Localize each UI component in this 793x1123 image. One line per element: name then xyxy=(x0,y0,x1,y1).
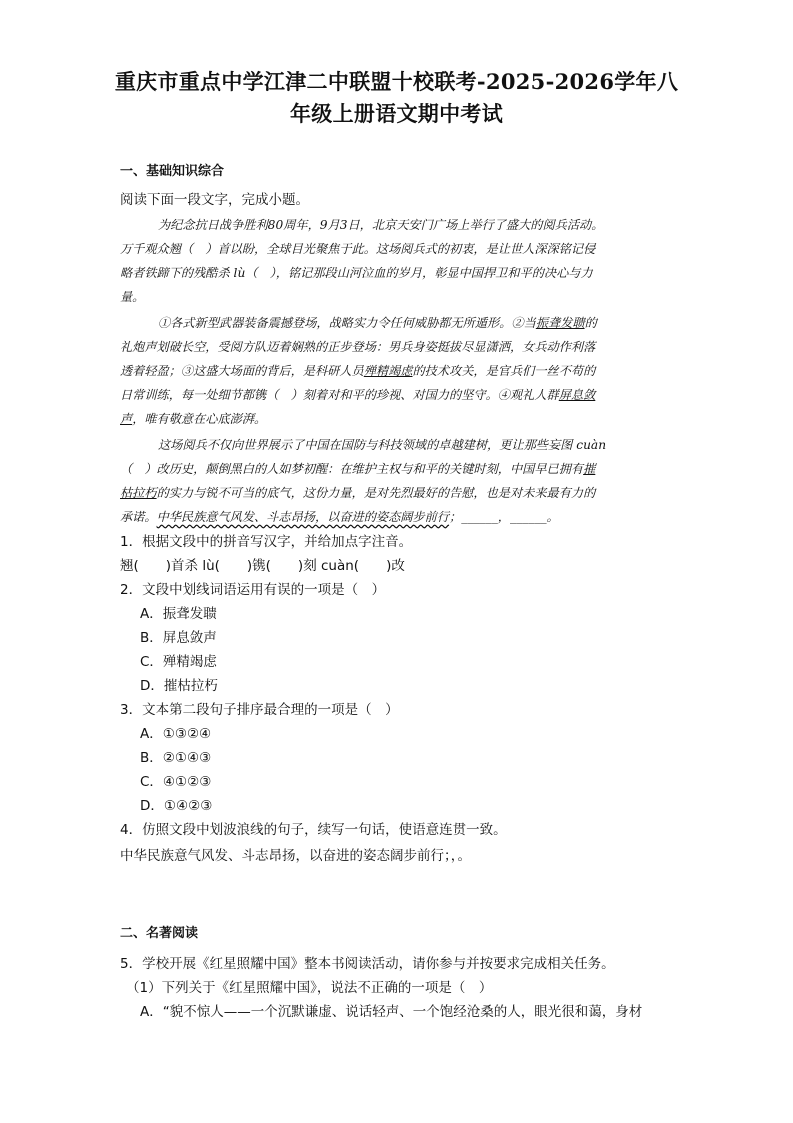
passage-p1-line2: 万千观众翘（ ）首以盼，全球目光聚焦于此。这场阅兵式的初衷，是让世人深深铭记侵 xyxy=(120,242,596,256)
question-1-blanks: 翘( )首杀 lù( )镌( )刻 cuàn( )改 xyxy=(120,558,405,574)
q5-1-option-a[interactable]: A．“貌不惊人——一个沉默谦虚、说话轻声、一个饱经沧桑的人，眼光很和蔼，身材 xyxy=(140,1004,643,1020)
underlined-word-cuiku: 摧 xyxy=(583,462,596,476)
question-4: 4．仿照文段中划波浪线的句子，续写一句话，使语意连贯一致。 xyxy=(120,822,507,838)
question-5: 5．学校开展《红星照耀中国》整本书阅读活动，请你参与并按要求完成相关任务。 xyxy=(120,956,615,972)
passage-p2-line3: 透着轻盈；③这盛大场面的背后，是科研人员殚精竭虑的技术攻关，是官兵们一丝不苟的 xyxy=(120,364,596,378)
page-title xyxy=(80,66,713,130)
wavy-underlined-sentence: 中华民族意气风发、斗志昂扬，以奋进的姿态阔步前行 xyxy=(156,510,450,524)
q2-option-b[interactable]: B．屏息敛声 xyxy=(140,630,217,646)
underlined-word-zhenlong: 振聋发聩 xyxy=(535,316,585,330)
question-1: 1．根据文段中的拼音写汉字，并给加点字注音。 xyxy=(120,534,413,550)
title-line-1: 重庆市重点中学江津二中联盟十校联考-2025-2026学年八 xyxy=(114,69,679,94)
section-heading-2: 二、名著阅读 xyxy=(120,926,199,941)
question-2: 2．文段中划线词语运用有误的一项是（ ） xyxy=(120,582,386,598)
q2-option-c[interactable]: C．殚精竭虑 xyxy=(140,654,217,670)
passage-p3-line1: 这场阅兵不仅向世界展示了中国在国防与科技领域的卓越建树，更让那些妄图 cuàn xyxy=(158,438,607,452)
q2-option-d[interactable]: D．摧枯拉朽 xyxy=(140,678,218,694)
passage-p2-line2: 礼炮声划破长空，受阅方队迈着娴熟的正步登场：男兵身姿挺拔尽显潇洒，女兵动作利落 xyxy=(120,340,596,354)
q3-option-d[interactable]: D．①④②③ xyxy=(140,798,213,814)
passage-p3-line4: 承诺。中华民族意气风发、斗志昂扬，以奋进的姿态阔步前行；______，______。 xyxy=(120,510,559,524)
q3-option-c[interactable]: C．④①②③ xyxy=(140,774,212,790)
question-5-part-1: （1）下列关于《红星照耀中国》，说法不正确的一项是（ ） xyxy=(126,980,493,996)
section-heading-1: 一、基础知识综合 xyxy=(120,164,225,179)
title-line-2: 年级上册语文期中考试 xyxy=(290,101,503,126)
passage-p1-line3: 略者铁蹄下的残酷杀 lù（ ），铭记那段山河泣血的岁月，彰显中国捍卫和平的决心与力 xyxy=(120,266,593,280)
passage-p1-line4: 量。 xyxy=(120,290,145,304)
question-4-answer-line: 中华民族意气风发、斗志昂扬，以奋进的姿态阔步前行；，。 xyxy=(120,848,471,864)
underlined-word-pingxi: 屏息敛 xyxy=(558,388,596,402)
question-3: 3．文本第二段句子排序最合理的一项是（ ） xyxy=(120,702,399,718)
underlined-word-danjing: 殚精竭虑 xyxy=(363,364,413,378)
q3-option-b[interactable]: B．②①④③ xyxy=(140,750,212,766)
passage-p2-line4: 日常训练，每一处细节都镌（ ）刻着对和平的珍视、对国力的坚守。④观礼人群屏息敛 xyxy=(120,388,596,402)
q3-option-a[interactable]: A．①③②④ xyxy=(140,726,212,742)
reading-intro: 阅读下面一段文字，完成小题。 xyxy=(120,192,309,208)
passage-p3-line2: （ ）改历史，颠倒黑白的人如梦初醒：在维护主权与和平的关键时刻，中国早已拥有摧 xyxy=(120,462,596,476)
passage-p1-line1: 为纪念抗日战争胜利80周年，9月3日，北京天安门广场上举行了盛大的阅兵活动。 xyxy=(158,218,604,232)
passage-p2-line5: 声，唯有敬意在心底澎湃。 xyxy=(120,412,267,426)
passage-p2-line1: ①各式新型武器装备震撼登场，战略实力令任何威胁都无所遁形。②当振聋发聩的 xyxy=(158,316,597,330)
passage-p3-line3: 枯拉朽的实力与锐不可当的底气，这份力量，是对先烈最好的告慰，也是对未来最有力的 xyxy=(120,486,596,500)
q2-option-a[interactable]: A．振聋发聩 xyxy=(140,606,217,622)
